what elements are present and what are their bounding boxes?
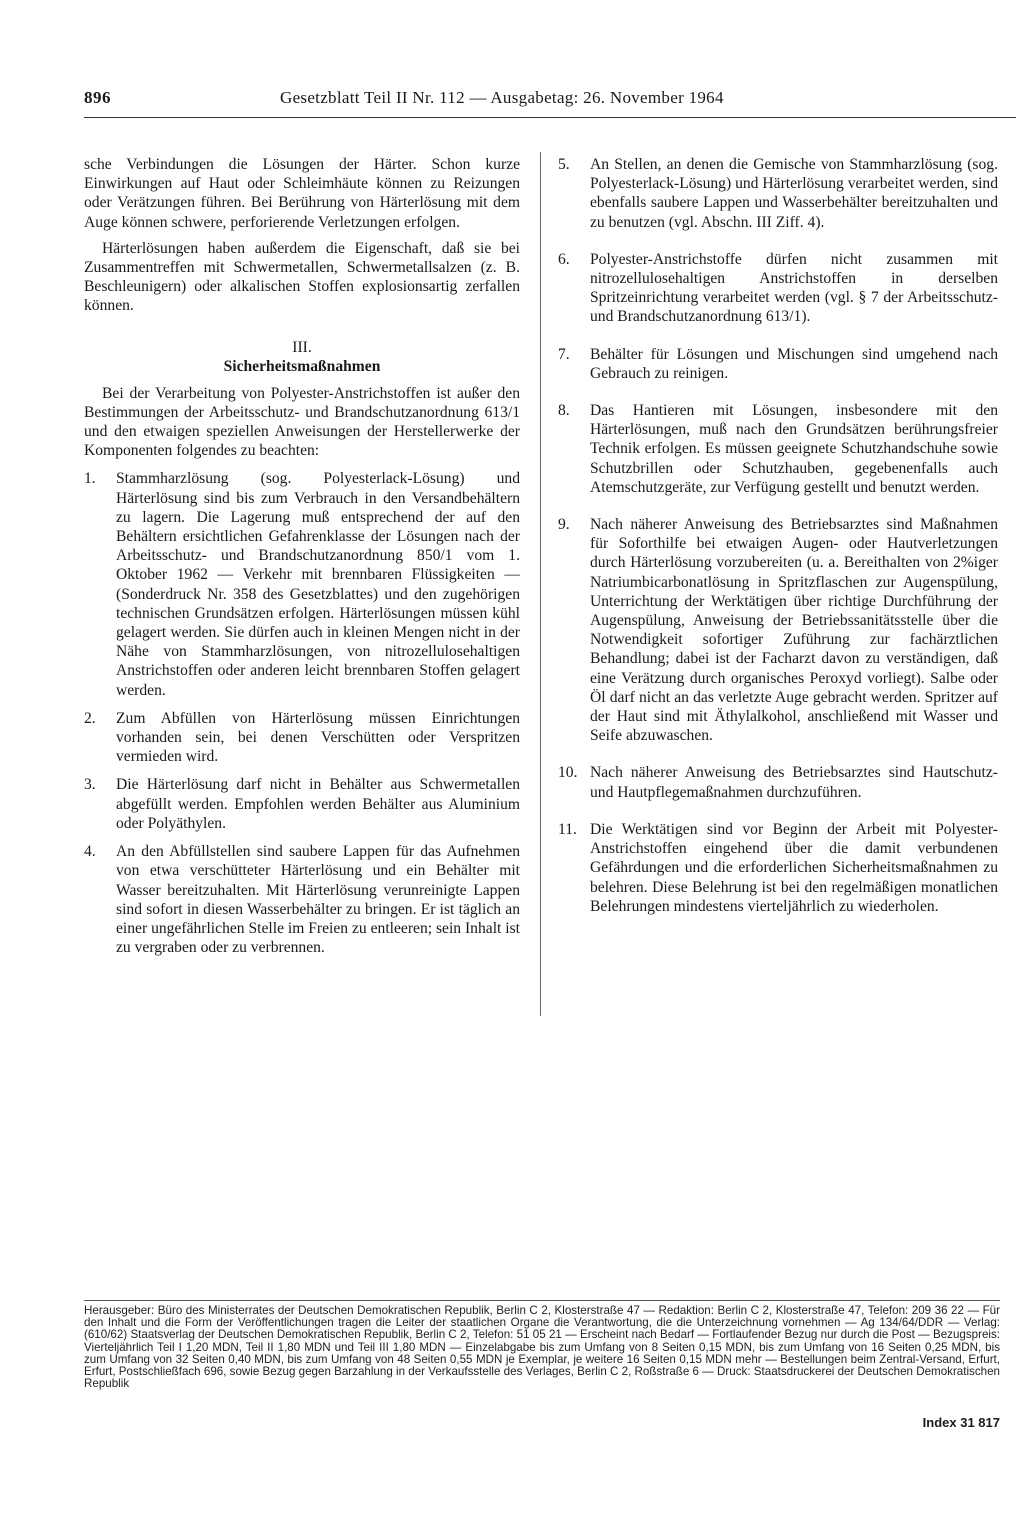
item-number: 1. — [84, 470, 96, 488]
footer-rule — [84, 1300, 1000, 1301]
column-divider — [540, 152, 541, 1016]
item-text: An den Abfüllstellen sind saubere Lappen für das Aufnehmen von etwa verschütteter Härterlösung und ein Behälter mit Wasser bereitzuhalten. Mit Härterlösung verunreinigte Lappen sind sofort in diesen Wasserbehälter zu bringen. Er ist täglich an einer ungefährlichen Stelle im Freien zu entleeren; sein Inhalt ist zu vergraben oder zu verbrennen. — [116, 843, 520, 957]
item-number: 5. — [558, 156, 570, 173]
item-number: 7. — [558, 345, 570, 363]
list-item — [558, 401, 998, 497]
item-text: Die Härterlösung darf nicht in Behälter aus Schwermetallen abgefüllt werden. Empfohlen werden Behälter aus Aluminium oder Polyäthylen. — [116, 776, 520, 832]
item-text: An Stellen, an denen die Gemische von Stammharzlösung (sog. Polyesterlack-Lösung) und Härterlösung verarbeitet werden, sind ebenfalls saubere Lappen und Wasserbehälter bereitzuhalten und zu benutzen (vgl. Abschn. III Ziff. 4). — [590, 156, 998, 231]
section-heading — [84, 338, 520, 376]
intro-paragraph: Härterlösungen haben außerdem die Eigenschaft, daß sie bei Zusammentreffen mit Schwermetallen, Schwermetallsalzen (z. B. Beschleunigern) oder alkalischen Stoffen explosionsartig zerfallen können. — [84, 239, 520, 315]
item-text: Die Werktätigen sind vor Beginn der Arbeit mit Polyester-Anstrichstoffen eingehend über die damit verbundenen Gefährdungen und die erforderlichen Sicherheitsmaßnahmen zu belehren. Diese Belehrung ist bei den regelmäßigen monatlichen Belehrungen mindestens vierteljährlich zu wiederholen. — [590, 820, 998, 915]
item-text: Das Hantieren mit Lösungen, insbesondere mit den Härterlösungen, muß nach den Grundsätzen berührungsfreier Technik erfolgen. Es müssen geeignete Schutzhandschuhe sowie Schutzbrillen oder Schutzhauben, gegebenenfalls auch Atemschutzgeräte, zur Verfügung gestellt und benutzt werden. — [590, 402, 998, 496]
list-item — [84, 775, 520, 833]
list-item — [558, 820, 998, 916]
item-text: Behälter für Lösungen und Mischungen sind umgehend nach Gebrauch zu reinigen. — [590, 345, 998, 382]
item-number: 2. — [84, 709, 96, 727]
left-column — [84, 155, 520, 957]
list-item — [558, 763, 998, 801]
header-rule — [84, 117, 1016, 118]
header-title: Gesetzblatt Teil II Nr. 112 — Ausgabetag: 26. November 1964 — [280, 88, 724, 107]
page-number: 896 — [84, 88, 111, 107]
list-item — [558, 250, 998, 327]
page-header — [84, 88, 1016, 116]
section-number: III. — [292, 338, 312, 356]
item-text: Polyester-Anstrichstoffe dürfen nicht zusammen mit nitrozellulosehaltigen Anstrichstoffen in derselben Spritzeinrichtung verarbeitet werden (vgl. § 7 der Arbeitsschutz- und Brandschutzanordnung 613/1). — [590, 250, 998, 326]
intro-paragraph: sche Verbindungen die Lösungen der Härter. Schon kurze Einwirkungen auf Haut oder Schleimhäute können zu Reizungen oder Verätzungen führen. Bei Berührung von Härterlösung mit dem Auge können schwere, perforierende Verletzungen erfolgen. — [84, 156, 520, 231]
list-item — [84, 709, 520, 767]
list-item — [558, 515, 998, 745]
item-number: 9. — [558, 516, 570, 534]
item-text: Nach näherer Anweisung des Betriebsarztes sind Maßnahmen für Soforthilfe bei etwaigen Augen- oder Hautverletzungen durch Härterlösung vorzubereiten (u. a. Bereithalten von 2%iger Natriumbicarbonatlösung in Spritzflaschen zur Augenspülung, Unterrichtung der Werktätigen über richtige Durchführung der Augenspülung, Anweisung der Betriebssanitätsstelle über die Notwendigkeit sofortiger Zuführung zur fachärztlichen Behandlung; dabei ist der Facharzt davon zu verständigen, daß eine Verätzung durch organisches Peroxyd vorliegt). Salbe oder Öl darf nicht an das verletzte Auge gebracht werden. Spritzer auf der Haut sind mit Äthylalkohol, anschließend mit Wasser und Seife abzuwaschen. — [590, 516, 998, 745]
imprint-text: Herausgeber: Büro des Ministerrates der Deutschen Demokratischen Republik, Berlin C 2, Klosterstraße 47 — Redaktion: Berlin C 2, Klosterstraße 47, Telefon: 209 36 22 — Für den Inhalt und die Form der Veröffentlichungen tragen die Leiter der staatlichen Organe die Verantwortung, die die Unterzeichnung vornehmen — Ag 134/64/DDR — Verlag: (610/62) Staatsverlag der Deutschen Demokratischen Republik, Berlin C 2, Telefon: 51 05 21 — Erscheint nach Bedarf — Fortlaufender Bezug nur durch die Post — Bezugspreis: Vierteljährlich Teil I 1,20 MDN, Teil II 1,80 MDN und Teil III 1,80 MDN — Einzelabgabe bis zum Umfang von 8 Seiten 0,15 MDN, bis zum Umfang von 16 Seiten 0,25 MDN, bis zum Umfang von 32 Seiten 0,40 MDN, bis zum Umfang von 48 Seiten 0,55 MDN je Exemplar, je weitere 16 Seiten 0,15 MDN mehr — Bestellungen beim Zentral-Versand, Erfurt, Erfurt, Postschließfach 696, sowie Bezug gegen Barzahlung in der Verkaufsstelle des Verlages, Berlin C 2, Roßstraße 6 — Druck: Staatsdruckerei der Deutschen Demokratischen Republik — [84, 1304, 1000, 1391]
index-number: Index 31 817 — [922, 1415, 1000, 1430]
section-intro: Bei der Verarbeitung von Polyester-Anstrichstoffen ist außer den Bestimmungen der Arbeitsschutz- und Brandschutzanordnung 613/1 und den etwaigen speziellen Anweisungen der Herstellerwerke der Komponenten folgendes zu beachten: — [84, 384, 520, 460]
list-item — [84, 469, 520, 699]
right-column — [558, 155, 998, 916]
item-text: Zum Abfüllen von Härterlösung müssen Einrichtungen vorhanden sein, bei denen Verschütten oder Verspritzen vermieden wird. — [116, 709, 520, 766]
item-text: Nach näherer Anweisung des Betriebsarztes sind Hautschutz- und Hautpflegemaßnahmen durchzuführen. — [590, 764, 998, 801]
item-number: 10. — [558, 764, 578, 782]
item-number: 6. — [558, 250, 570, 268]
item-number: 8. — [558, 402, 570, 420]
item-number: 3. — [84, 776, 96, 794]
section-title: Sicherheitsmaßnahmen — [223, 357, 381, 375]
item-number: 11. — [558, 820, 577, 838]
list-item — [84, 842, 520, 957]
item-number: 4. — [84, 843, 96, 861]
list-item — [558, 155, 998, 232]
list-item — [558, 345, 998, 383]
item-text: Stammharzlösung (sog. Polyesterlack-Lösung) und Härterlösung sind bis zum Verbrauch in den Versandbehältern zu lagern. Die Lagerung muß entsprechend der auf den Behältern ersichtlichen Gefahrenklasse der Lösungen nach der Arbeitsschutz- und Brandschutzanordnung 850/1 vom 1. Oktober 1962 — Verkehr mit brennbaren Flüssigkeiten — (Sonderdruck Nr. 358 des Gesetzblattes) und den zugehörigen technischen Grundsätzen erfolgen. Härterlösungen müssen kühl gelagert werden. Sie dürfen auch in kleinen Mengen nicht in der Nähe von Stammharzlösungen, von nitrozellulosehaltigen Anstrichstoffen oder anderen leicht brennbaren Stoffen gelagert werden. — [116, 470, 520, 699]
